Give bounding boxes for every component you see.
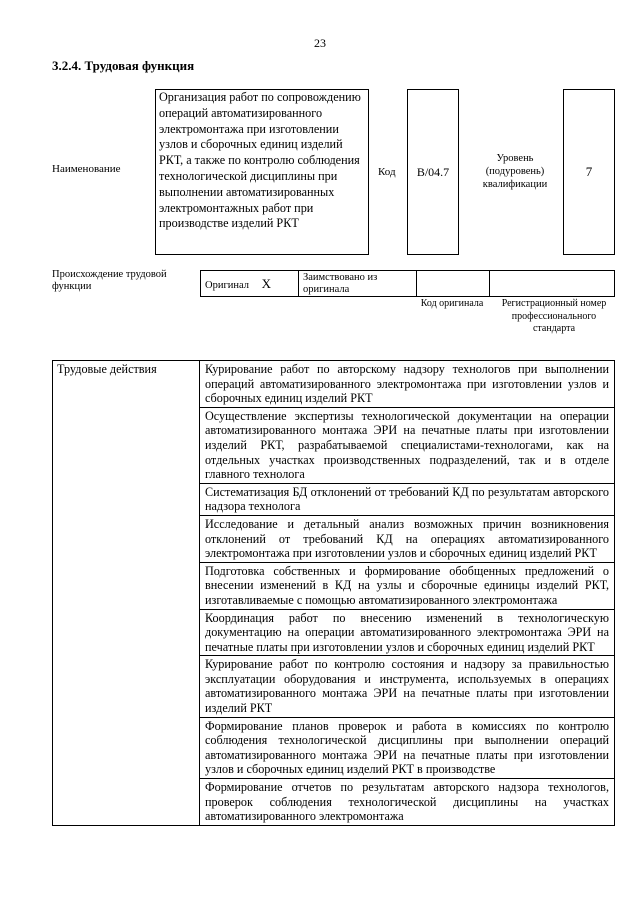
qualification-level-value: 7 [585,164,593,179]
original-code-cell [417,271,490,297]
original-label: Оригинал [205,279,249,291]
caption-original-code: Код оригинала [420,298,484,309]
qualification-level-label: Уровень (подуровень) квалификации [482,153,548,190]
table-row [53,361,615,408]
borrowed-cell: Заимствовано из оригинала [299,271,417,297]
labor-actions-label: Трудовые действия [53,361,200,826]
code-box [407,89,459,255]
caption-registration-number: Регистрационный номер профессионального стандарта [501,298,607,334]
labor-action-item: Координация работ по внесению изменений в технологическую документацию на операции автоматизированного электромонтажа ЭРИ на печатные платы при изготовлении узлов и сборочных единиц изделий РКТ [200,609,615,656]
labor-action-item: Подготовка собственных и формирование обобщенных предложений о внесении изменений в КД на узлы и сборочные единицы изделий РКТ, изготавливаемые с помощью автоматизированного электромонтажа [200,562,615,609]
original-cell [201,271,299,297]
page-number: 23 [314,36,326,50]
name-label: Наименование [52,163,121,175]
original-mark: X [261,275,272,291]
registration-number-cell [490,271,615,297]
labor-action-item: Формирование планов проверок и работа в комиссиях по контролю соблюдения технологической дисциплины при выполнении операций автоматизированного монтажа ЭРИ на печатные платы при изготовлении узлов и сборочных единиц изделий РКТ в производстве [200,717,615,778]
qualification-level-box [563,89,615,255]
labor-action-item: Систематизация БД отклонений от требований КД по результатам авторского надзора технолога [200,483,615,515]
code-value: B/04.7 [416,164,450,179]
section-title: 3.2.4. Трудовая функция [52,58,195,73]
labor-actions-table [52,360,615,826]
labor-action-item: Исследование и детальный анализ возможных причин возникновения отклонений от требований КД на операциях автоматизированного электромонтажа при изготовлении узлов и сборочных единиц изделий РКТ [200,515,615,562]
function-name-text: Организация работ по сопровождению операций автоматизированного электромонтажа при изготовлении узлов и сборочных единиц изделий РКТ, а также по контролю соблюдения технологической дисциплины при выполнении автоматизированных электромонтажных работ при производстве изделий РКТ [159,90,361,231]
labor-action-item: Осуществление экспертизы технологической документации на операции автоматизированного монтажа ЭРИ на печатные платы при изготовлении изделий РКТ, разрабатываемой специалистами-технологами, как на отдельных участках производственных подразделений, так и в отделе главного технолога [200,407,615,483]
origin-label: Происхождение трудовой функции [52,269,167,292]
code-label: Код [378,166,396,178]
origin-table [200,270,615,297]
labor-action-item: Курирование работ по контролю состояния и надзору за правильностью эксплуатации оборудования и инструмента, используемых в операциях автоматизированного монтажа ЭРИ на печатные платы при изготовлении изделий РКТ [200,656,615,717]
labor-action-item: Формирование отчетов по результатам авторского надзора технологов, проверок соблюдения технологической дисциплины на участках автоматизированного электромонтажа [200,779,615,826]
function-name-box [155,89,369,255]
labor-action-item: Курирование работ по авторскому надзору технологов при выполнении операций автоматизированного электромонтажа при изготовлении узлов и сборочных единиц изделий РКТ [200,361,615,408]
